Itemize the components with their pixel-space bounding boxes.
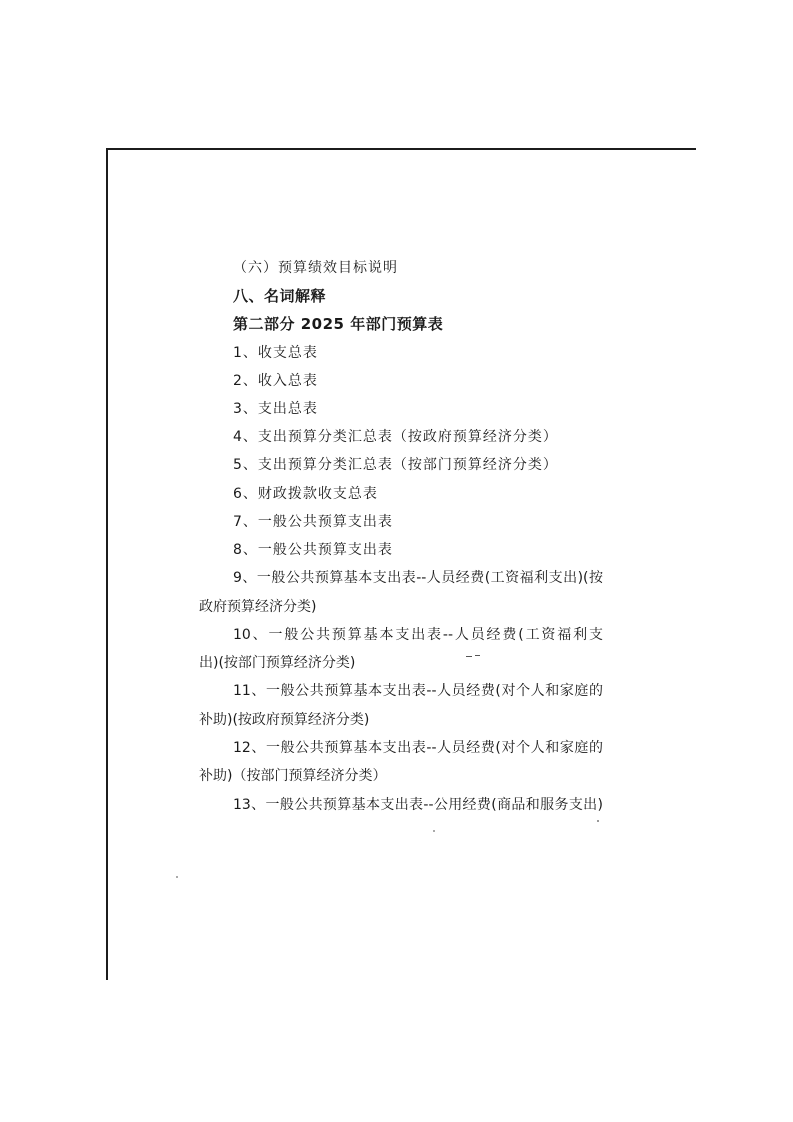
scan-speck xyxy=(176,876,178,878)
list-item-3: 3、支出总表 xyxy=(233,401,318,417)
list-item-7: 7、一般公共预算支出表 xyxy=(233,514,393,530)
list-item-9-line-1: 9、一般公共预算基本支出表--人员经费(工资福利支出)(按 xyxy=(233,570,603,586)
list-item-6: 6、财政拨款收支总表 xyxy=(233,486,378,502)
part-two-heading: 第二部分 2025 年部门预算表 xyxy=(233,315,444,333)
list-item-12-line-1: 12、一般公共预算基本支出表--人员经费(对个人和家庭的 xyxy=(233,740,603,756)
list-item-12-line-2: 补助)（按部门预算经济分类） xyxy=(199,768,387,784)
scan-speck xyxy=(597,820,599,822)
list-item-2: 2、收入总表 xyxy=(233,373,318,389)
list-item-11-line-2: 补助)(按政府预算经济分类) xyxy=(199,712,370,728)
scan-speck xyxy=(475,655,480,656)
section-six-heading: （六）预算绩效目标说明 xyxy=(233,260,398,276)
list-item-9-line-2: 政府预算经济分类) xyxy=(199,599,317,615)
list-item-8: 8、一般公共预算支出表 xyxy=(233,542,393,558)
scan-speck xyxy=(433,830,435,832)
list-item-4: 4、支出预算分类汇总表（按政府预算经济分类） xyxy=(233,429,558,445)
list-item-1: 1、收支总表 xyxy=(233,345,318,361)
section-eight-heading: 八、名词解释 xyxy=(233,287,327,305)
scan-border-left xyxy=(106,148,108,980)
list-item-10-line-2: 出)(按部门预算经济分类) xyxy=(199,655,356,671)
list-item-11-line-1: 11、一般公共预算基本支出表--人员经费(对个人和家庭的 xyxy=(233,683,603,699)
list-item-10-line-1: 10、一般公共预算基本支出表--人员经费(工资福利支 xyxy=(233,627,603,643)
list-item-5: 5、支出预算分类汇总表（按部门预算经济分类） xyxy=(233,457,558,473)
scan-speck xyxy=(466,656,472,657)
list-item-13: 13、一般公共预算基本支出表--公用经费(商品和服务支出) xyxy=(233,797,603,813)
scan-border-top xyxy=(106,148,696,150)
